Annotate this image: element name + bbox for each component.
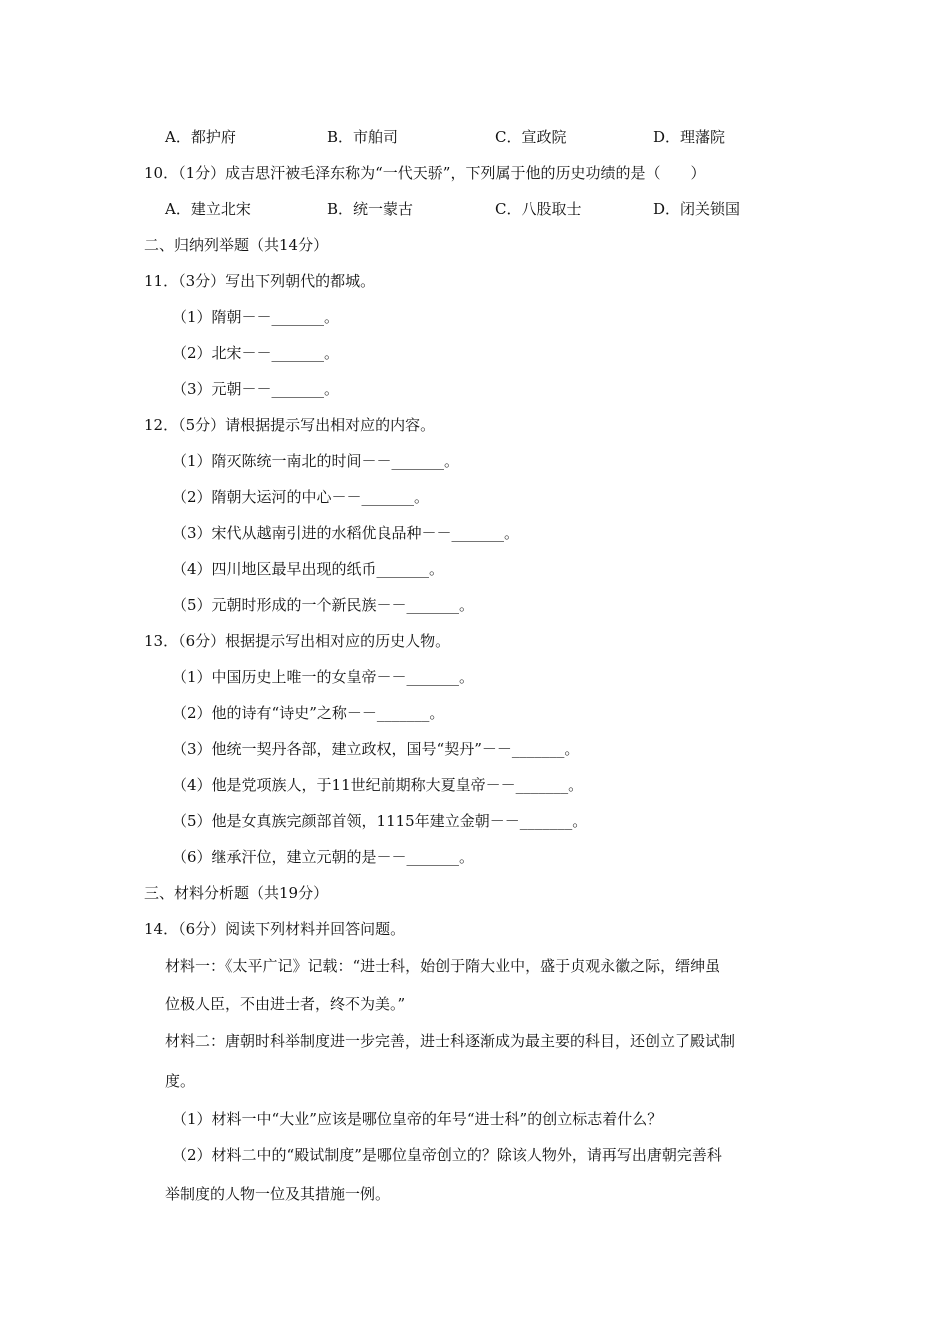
q10-option-a: A．建立北宋 — [165, 200, 251, 218]
section-3-heading: 三、材料分析题（共19分） — [144, 884, 329, 902]
q9-option-a: A．都护府 — [165, 128, 236, 146]
q14-material-2: 材料二：唐朝时科举制度进一步完善，进士科逐渐成为最主要的科目，还创立了殿试制 — [165, 1032, 736, 1050]
q13-item-1: （1）中国历史上唯一的女皇帝－－_______。 — [172, 668, 475, 686]
q12-item-4: （4）四川地区最早出现的纸币_______。 — [172, 560, 445, 578]
q13-item-6: （6）继承汗位，建立元朝的是－－_______。 — [172, 848, 475, 866]
q10-stem: 10．（1分）成吉思汗被毛泽东称为“一代天骄”，下列属于他的历史功绩的是（ ） — [144, 164, 706, 182]
q12-item-2: （2）隋朝大运河的中心－－_______。 — [172, 488, 430, 506]
q10-option-d: D．闭关锁国 — [653, 200, 741, 218]
q14-stem: 14．（6分）阅读下列材料并回答问题。 — [144, 920, 406, 938]
q10-option-b: B．统一蒙古 — [327, 200, 414, 218]
q13-item-4: （4）他是党项族人，于11世纪前期称大夏皇帝－－_______。 — [172, 776, 584, 794]
q12-stem: 12．（5分）请根据提示写出相对应的内容。 — [144, 416, 436, 434]
q9-option-d: D．理藩院 — [653, 128, 726, 146]
q14-material-1: 材料一：《太平广记》记载：“进士科，始创于隋大业中，盛于贞观永徽之际，缙绅虽 — [165, 957, 721, 975]
q13-item-2: （2）他的诗有“诗史”之称－－_______。 — [172, 704, 445, 722]
q9-option-c: C．宣政院 — [495, 128, 567, 146]
q13-stem: 13．（6分）根据提示写出相对应的历史人物。 — [144, 632, 451, 650]
q11-stem: 11．（3分）写出下列朝代的都城。 — [144, 272, 376, 290]
section-2-heading: 二、归纳列举题（共14分） — [144, 236, 329, 254]
q11-item-1: （1）隋朝－－_______。 — [172, 308, 340, 326]
q12-item-3: （3）宋代从越南引进的水稻优良品种－－_______。 — [172, 524, 520, 542]
q12-item-1: （1）隋灭陈统一南北的时间－－_______。 — [172, 452, 460, 470]
q9-option-b: B．市舶司 — [327, 128, 399, 146]
q11-item-2: （2）北宋－－_______。 — [172, 344, 340, 362]
q14-sub-question-2-cont: 举制度的人物一位及其措施一例。 — [165, 1185, 391, 1203]
q13-item-3: （3）他统一契丹各部，建立政权，国号“契丹”－－_______。 — [172, 740, 580, 758]
q14-sub-question-2: （2）材料二中的“殿试制度”是哪位皇帝创立的？除该人物外，请再写出唐朝完善科 — [172, 1146, 722, 1164]
q14-sub-question-1: （1）材料一中“大业”应该是哪位皇帝的年号“进士科”的创立标志着什么？ — [172, 1110, 663, 1128]
q11-item-3: （3）元朝－－_______。 — [172, 380, 340, 398]
q14-material-1-cont: 位极人臣，不由进士者，终不为美。” — [165, 995, 406, 1013]
q10-option-c: C．八股取士 — [495, 200, 582, 218]
q12-item-5: （5）元朝时形成的一个新民族－－_______。 — [172, 596, 475, 614]
q13-item-5: （5）他是女真族完颜部首领，1115年建立金朝－－_______。 — [172, 812, 588, 830]
q14-material-2-cont: 度。 — [165, 1072, 196, 1090]
